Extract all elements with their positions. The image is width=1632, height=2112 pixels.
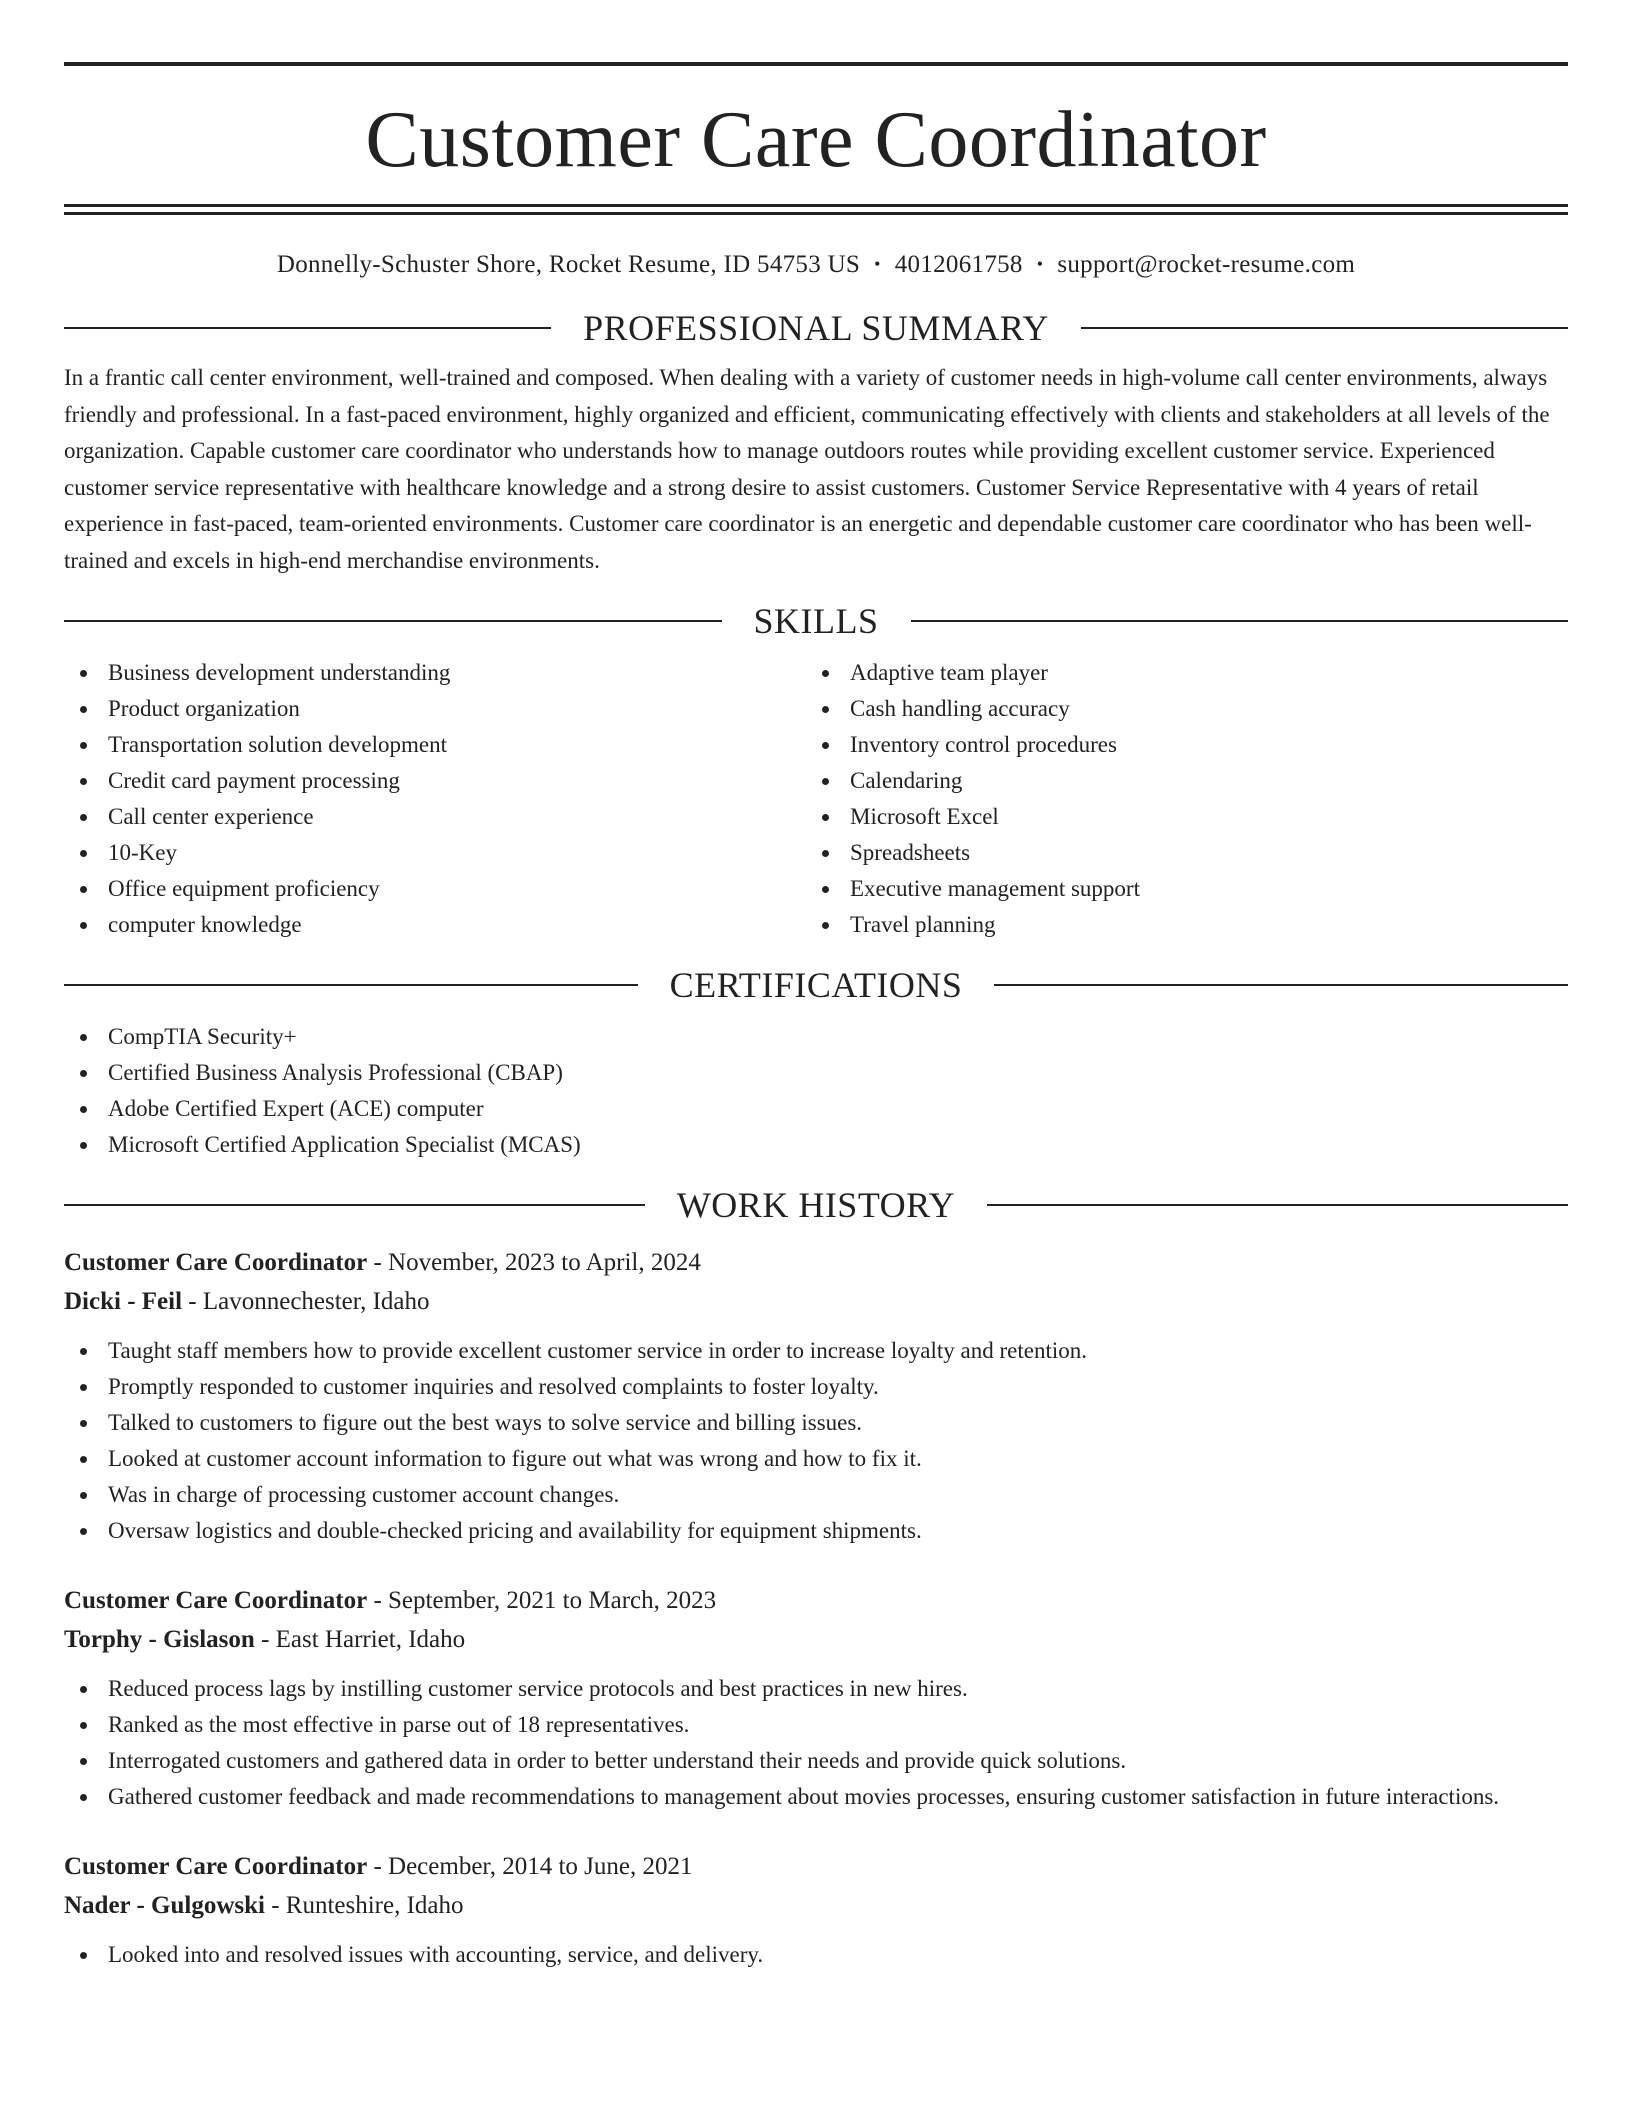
summary-heading <box>64 306 1568 350</box>
contact-separator: • <box>1036 254 1044 274</box>
skill-item: Cash handling accuracy <box>806 691 1548 727</box>
work-history-title: WORK HISTORY <box>676 1185 956 1225</box>
job-title-line <box>64 1243 1568 1282</box>
skill-item: Adaptive team player <box>806 655 1548 691</box>
contact-separator: • <box>874 254 881 274</box>
certification-item: Adobe Certified Expert (ACE) computer <box>64 1091 1568 1127</box>
heading-rule <box>911 620 1569 622</box>
skill-item: Transportation solution development <box>64 727 806 763</box>
job-dates: - September, 2021 to March, 2023 <box>367 1587 717 1614</box>
job-company: Nader - Gulgowski <box>64 1892 265 1919</box>
heading-rule <box>64 1204 645 1206</box>
job-location: - East Harriet, Idaho <box>254 1626 466 1653</box>
job-entry <box>64 1847 1568 1973</box>
duty-item: Ranked as the most effective in parse out of 18 representatives. <box>64 1707 1568 1743</box>
job-title: Customer Care Coordinator <box>64 1249 368 1276</box>
job-company: Torphy - Gislason <box>64 1626 255 1653</box>
skill-item: Office equipment proficiency <box>64 871 806 907</box>
certification-item: Certified Business Analysis Professional (CBAP) <box>64 1055 1568 1091</box>
heading-rule <box>994 984 1568 986</box>
work-history-heading <box>64 1183 1568 1227</box>
job-entry <box>64 1581 1568 1815</box>
job-location: - Lavonnechester, Idaho <box>182 1288 430 1315</box>
heading-rule <box>1081 327 1568 329</box>
skill-item: Credit card payment processing <box>64 763 806 799</box>
job-company: Dicki - Feil <box>64 1288 183 1315</box>
skills-column-left <box>64 655 806 943</box>
heading-rule <box>64 620 722 622</box>
resume-page <box>64 0 1568 1973</box>
skill-item: Spreadsheets <box>806 835 1548 871</box>
name-double-rule <box>64 204 1568 215</box>
contact-address: Donnelly-Schuster Shore, Rocket Resume, ID 54753 US <box>276 251 861 278</box>
job-entry <box>64 1243 1568 1549</box>
duty-item: Interrogated customers and gathered data in order to better understand their needs and provide quick solutions. <box>64 1743 1568 1779</box>
heading-rule <box>987 1204 1568 1206</box>
duty-item: Looked into and resolved issues with accounting, service, and delivery. <box>64 1937 1568 1973</box>
job-company-line <box>64 1886 1568 1925</box>
skills-list <box>64 655 1568 943</box>
contact-email: support@rocket-resume.com <box>1057 251 1356 278</box>
certification-item: CompTIA Security+ <box>64 1019 1568 1055</box>
job-title: Customer Care Coordinator <box>64 1587 368 1614</box>
duty-item: Gathered customer feedback and made recommendations to management about movies processes, ensuring customer satisfaction in future interactions. <box>64 1779 1568 1815</box>
certifications-heading <box>64 963 1568 1007</box>
certifications-title: CERTIFICATIONS <box>669 965 963 1005</box>
summary-title: PROFESSIONAL SUMMARY <box>583 308 1049 348</box>
skill-item: Calendaring <box>806 763 1548 799</box>
skill-item: Inventory control procedures <box>806 727 1548 763</box>
job-company-line <box>64 1620 1568 1659</box>
job-company-line <box>64 1282 1568 1321</box>
skill-item: 10-Key <box>64 835 806 871</box>
duty-item: Promptly responded to customer inquiries and resolved complaints to foster loyalty. <box>64 1369 1568 1405</box>
heading-rule <box>64 327 551 329</box>
certification-item: Microsoft Certified Application Specialist (MCAS) <box>64 1127 1568 1163</box>
skills-column-right <box>806 655 1548 943</box>
job-location: - Runteshire, Idaho <box>264 1892 464 1919</box>
contact-line <box>64 249 1568 280</box>
skills-heading <box>64 599 1568 643</box>
duty-item: Looked at customer account information to figure out what was wrong and how to fix it. <box>64 1441 1568 1477</box>
duty-item: Oversaw logistics and double-checked pricing and availability for equipment shipments. <box>64 1513 1568 1549</box>
duty-item: Taught staff members how to provide excellent customer service in order to increase loyalty and retention. <box>64 1333 1568 1369</box>
skills-title: SKILLS <box>753 601 879 641</box>
job-title-line <box>64 1847 1568 1886</box>
skill-item: Call center experience <box>64 799 806 835</box>
skill-item: Executive management support <box>806 871 1548 907</box>
summary-text: In a frantic call center environment, well-trained and composed. When dealing with a variety of customer needs in high-volume call center environments, always friendly and professional. In a fast-paced environment, highly organized and efficient, communicating effectively with clients and stakeholders at all levels of the organization. Capable customer care coordinator who understands how to manage outdoors routes while providing excellent customer service. Experienced customer service representative with healthcare knowledge and a strong desire to assist customers. Customer Service Representative with 4 years of retail experience in fast-paced, team-oriented environments. Customer care coordinator is an energetic and dependable customer care coordinator who has been well-trained and excels in high-end merchandise environments. <box>64 365 1550 573</box>
job-dates: - November, 2023 to April, 2024 <box>367 1249 701 1276</box>
duty-item: Was in charge of processing customer account changes. <box>64 1477 1568 1513</box>
job-duties <box>64 1333 1568 1549</box>
skill-item: Product organization <box>64 691 806 727</box>
contact-phone: 4012061758 <box>894 251 1023 278</box>
duty-item: Reduced process lags by instilling customer service protocols and best practices in new hires. <box>64 1671 1568 1707</box>
job-title-line <box>64 1581 1568 1620</box>
resume-name: Customer Care Coordinator <box>365 96 1267 184</box>
heading-rule <box>64 984 638 986</box>
certifications-list <box>64 1019 1568 1163</box>
skill-item: computer knowledge <box>64 907 806 943</box>
job-dates: - December, 2014 to June, 2021 <box>367 1853 693 1880</box>
skill-item: Travel planning <box>806 907 1548 943</box>
job-duties <box>64 1937 1568 1973</box>
skill-item: Microsoft Excel <box>806 799 1548 835</box>
skill-item: Business development understanding <box>64 655 806 691</box>
job-duties <box>64 1671 1568 1815</box>
job-title: Customer Care Coordinator <box>64 1853 368 1880</box>
duty-item: Talked to customers to figure out the best ways to solve service and billing issues. <box>64 1405 1568 1441</box>
